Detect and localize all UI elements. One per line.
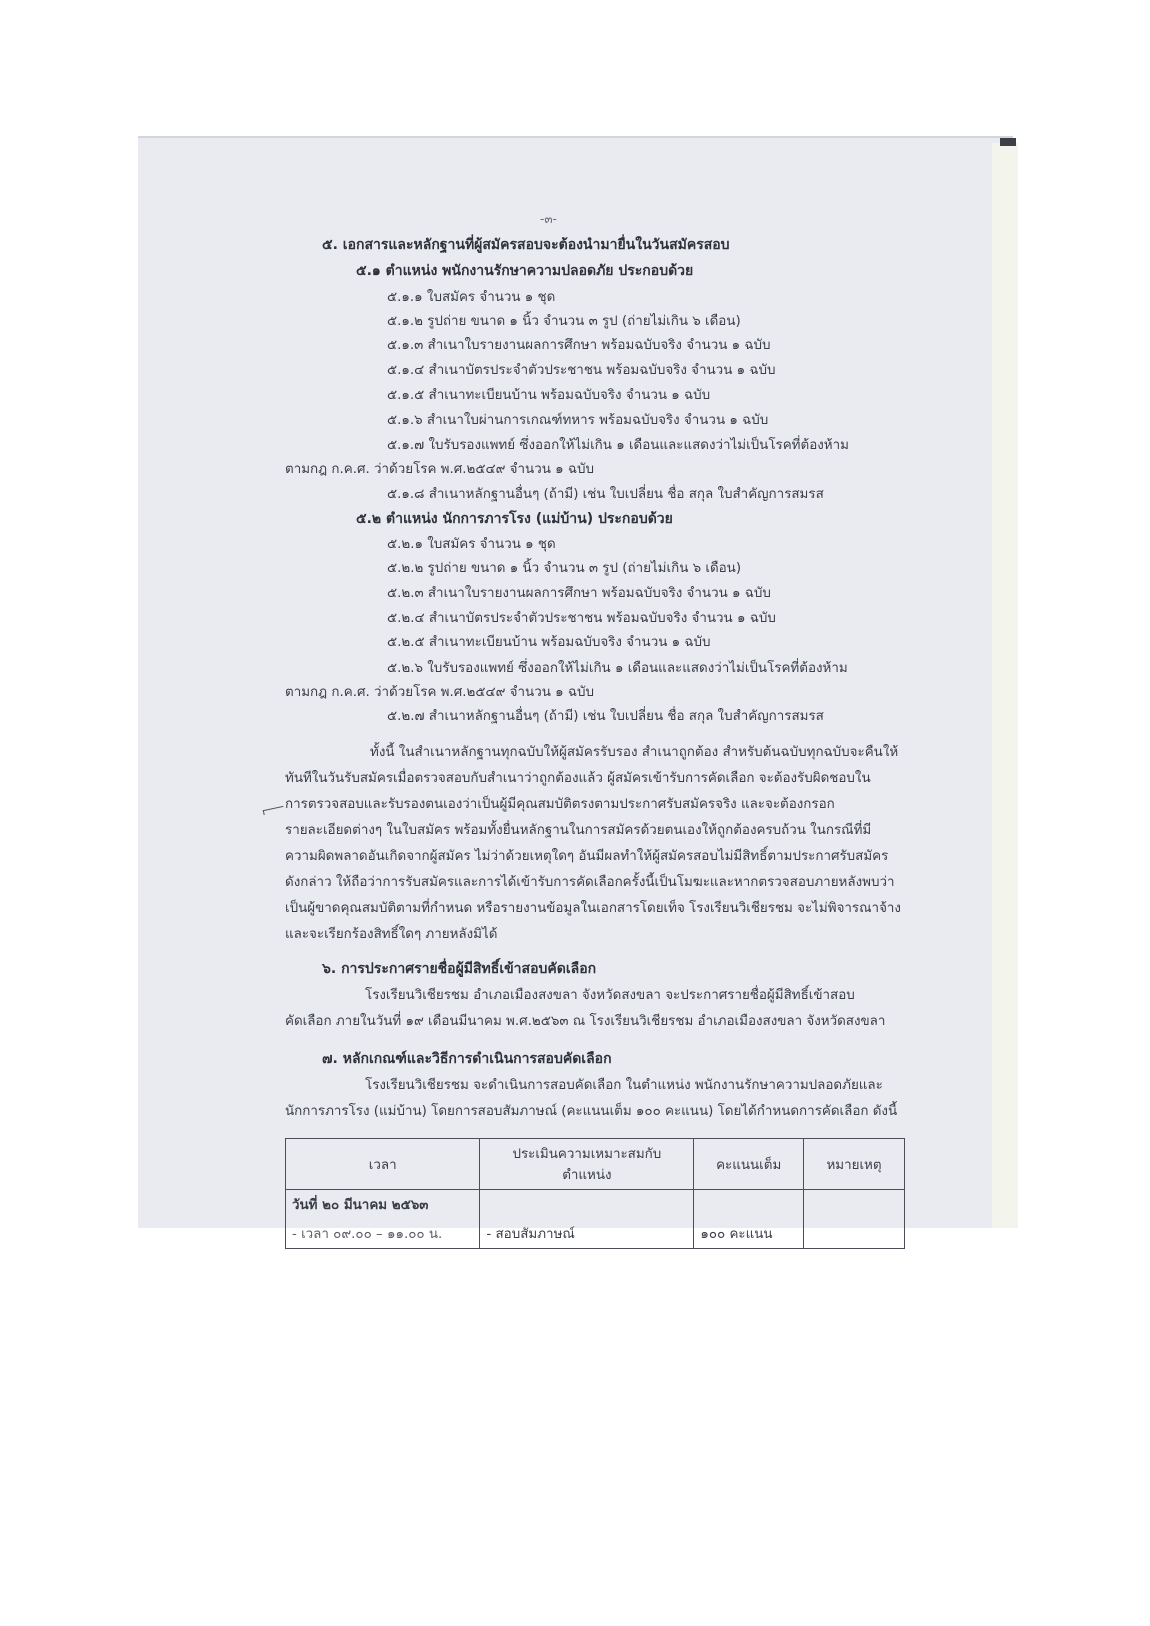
note-line: ทั้งนี้ ในสำเนาหลักฐานทุกฉบับให้ผู้สมัครรับรอง สำเนาถูกต้อง สำหรับต้นฉบับทุกฉบับจะคืนให้: [370, 745, 899, 760]
cell-remark: [804, 1190, 905, 1249]
header-remark: หมายเหตุ: [804, 1139, 905, 1190]
cell-time: - เวลา ๐๙.๐๐ – ๑๑.๐๐ น.: [286, 1219, 480, 1249]
cell-empty: [480, 1190, 694, 1220]
section7-line: นักการภารโรง (แม่บ้าน) โดยการสอบสัมภาษณ์ (คะแนนเต็ม ๑๐๐ คะแนน) โดยได้กำหนดการคัดเลือก ดังนี้: [285, 1104, 898, 1119]
cell-empty: [694, 1190, 804, 1220]
page-edge-strip: [992, 143, 1018, 1228]
list-item-continuation: ตามกฎ ก.ค.ศ. ว่าด้วยโรค พ.ศ.๒๕๔๙ จำนวน ๑ ฉบับ: [285, 462, 595, 477]
section6-line: โรงเรียนวิเชียรชม อำเภอเมืองสงขลา จังหวัดสงขลา จะประกาศรายชื่อผู้มีสิทธิ์เข้าสอบ: [365, 988, 855, 1003]
note-line: เป็นผู้ขาดคุณสมบัติตามที่กำหนด หรือรายงานข้อมูลในเอกสารโดยเท็จ โรงเรียนวิเชียรชม จะไม่พิจารณาจ้าง: [285, 901, 901, 916]
schedule-table: [285, 1138, 905, 1249]
list-item: ๕.๒.๑ ใบสมัคร จำนวน ๑ ชุด: [387, 537, 556, 552]
list-item: ๕.๑.๕ สำเนาทะเบียนบ้าน พร้อมฉบับจริง จำนวน ๑ ฉบับ: [387, 388, 711, 403]
note-line: ทันทีในวันรับสมัครเมื่อตรวจสอบกับสำเนาว่าถูกต้องแล้ว ผู้สมัครเข้ารับการคัดเลือก จะต้องรับผิดชอบใน: [285, 771, 871, 786]
list-item: ๕.๒.๖ ใบรับรองแพทย์ ซึ่งออกให้ไม่เกิน ๑ เดือนและแสดงว่าไม่เป็นโรคที่ต้องห้าม: [387, 661, 848, 676]
list-item-continuation: ตามกฎ ก.ค.ศ. ว่าด้วยโรค พ.ศ.๒๕๔๙ จำนวน ๑ ฉบับ: [285, 685, 595, 700]
section6-line: คัดเลือก ภายในวันที่ ๑๙ เดือนมีนาคม พ.ศ.๒๕๖๓ ณ โรงเรียนวิเชียรชม อำเภอเมืองสงขลา จังหวัดสงขลา: [285, 1014, 886, 1029]
list-item: ๕.๒.๗ สำเนาหลักฐานอื่นๆ (ถ้ามี) เช่น ใบเปลี่ยน ชื่อ สกุล ใบสำคัญการสมรส: [387, 709, 824, 724]
cell-date: วันที่ ๒๐ มีนาคม ๒๕๖๓: [286, 1190, 480, 1220]
cell-method: - สอบสัมภาษณ์: [480, 1219, 694, 1249]
header-time: เวลา: [286, 1139, 480, 1190]
section7-line: โรงเรียนวิเชียรชม จะดำเนินการสอบคัดเลือก ในตำแหน่ง พนักงานรักษาความปลอดภัยและ: [365, 1078, 883, 1093]
list-item: ๕.๒.๒ รูปถ่าย ขนาด ๑ นิ้ว จำนวน ๓ รูป (ถ่ายไม่เกิน ๖ เดือน): [387, 561, 742, 576]
list-item: ๕.๒.๓ สำเนาใบรายงานผลการศึกษา พร้อมฉบับจริง จำนวน ๑ ฉบับ: [387, 586, 771, 601]
list-item: ๕.๑.๑ ใบสมัคร จำนวน ๑ ชุด: [387, 290, 556, 305]
list-item: ๕.๑.๗ ใบรับรองแพทย์ ซึ่งออกให้ไม่เกิน ๑ เดือนและแสดงว่าไม่เป็นโรคที่ต้องห้าม: [387, 438, 849, 453]
note-line: ความผิดพลาดอันเกิดจากผู้สมัคร ไม่ว่าด้วยเหตุใดๆ อันมีผลทำให้ผู้สมัครสอบไม่มีสิทธิ์ตามประกาศรับสมัคร: [285, 849, 889, 864]
section6-heading: ๖. การประกาศรายชื่อผู้มีสิทธิ์เข้าสอบคัดเลือก: [322, 961, 597, 977]
list-item: ๕.๑.๖ สำเนาใบผ่านการเกณฑ์ทหาร พร้อมฉบับจริง จำนวน ๑ ฉบับ: [387, 413, 769, 428]
list-item: ๕.๑.๘ สำเนาหลักฐานอื่นๆ (ถ้ามี) เช่น ใบเปลี่ยน ชื่อ สกุล ใบสำคัญการสมรส: [387, 487, 824, 502]
table-row: [286, 1190, 905, 1220]
page-number: -๓-: [540, 212, 557, 226]
note-line: รายละเอียดต่างๆ ในใบสมัคร พร้อมทั้งยื่นหลักฐานในการสมัครด้วยตนเองให้ถูกต้องครบถ้วน ในกรณีที่มี: [285, 823, 872, 838]
note-line: การตรวจสอบและรับรองตนเองว่าเป็นผู้มีคุณสมบัติตรงตามประกาศรับสมัครจริง และจะต้องกรอก: [285, 797, 835, 812]
list-item: ๕.๑.๔ สำเนาบัตรประจำตัวประชาชน พร้อมฉบับจริง จำนวน ๑ ฉบับ: [387, 363, 776, 378]
page-corner-edge: [1000, 138, 1016, 146]
cell-score: ๑๐๐ คะแนน: [694, 1219, 804, 1249]
list-item: ๕.๑.๓ สำเนาใบรายงานผลการศึกษา พร้อมฉบับจริง จำนวน ๑ ฉบับ: [387, 338, 771, 353]
section5-heading: ๕. เอกสารและหลักฐานที่ผู้สมัครสอบจะต้องนำมายื่นในวันสมัครสอบ: [322, 237, 730, 253]
list-item: ๕.๑.๒ รูปถ่าย ขนาด ๑ นิ้ว จำนวน ๓ รูป (ถ่ายไม่เกิน ๖ เดือน): [387, 314, 741, 329]
section5-2-heading: ๕.๒ ตำแหน่ง นักการภารโรง (แม่บ้าน) ประกอบด้วย: [356, 511, 673, 527]
header-assessment-line2: ตำแหน่ง: [562, 1168, 612, 1183]
header-assessment: [480, 1139, 694, 1190]
section5-1-heading: ๕.๑ ตำแหน่ง พนักงานรักษาความปลอดภัย ประกอบด้วย: [356, 263, 694, 279]
list-item: ๕.๒.๕ สำเนาทะเบียนบ้าน พร้อมฉบับจริง จำนวน ๑ ฉบับ: [387, 635, 711, 650]
note-line: ดังกล่าว ให้ถือว่าการรับสมัครและการได้เข้ารับการคัดเลือกครั้งนี้เป็นโมฆะและหากตรวจสอบภายหลังพบว่า: [285, 875, 895, 890]
note-line: และจะเรียกร้องสิทธิ์ใดๆ ภายหลังมิได้: [285, 927, 498, 942]
table-header-row: [286, 1139, 905, 1190]
header-score: คะแนนเต็ม: [694, 1139, 804, 1190]
list-item: ๕.๒.๔ สำเนาบัตรประจำตัวประชาชน พร้อมฉบับจริง จำนวน ๑ ฉบับ: [387, 611, 776, 626]
header-assessment-line1: ประเมินความเหมาะสมกับ: [512, 1147, 662, 1162]
section7-heading: ๗. หลักเกณฑ์และวิธีการดำเนินการสอบคัดเลือก: [322, 1051, 612, 1067]
